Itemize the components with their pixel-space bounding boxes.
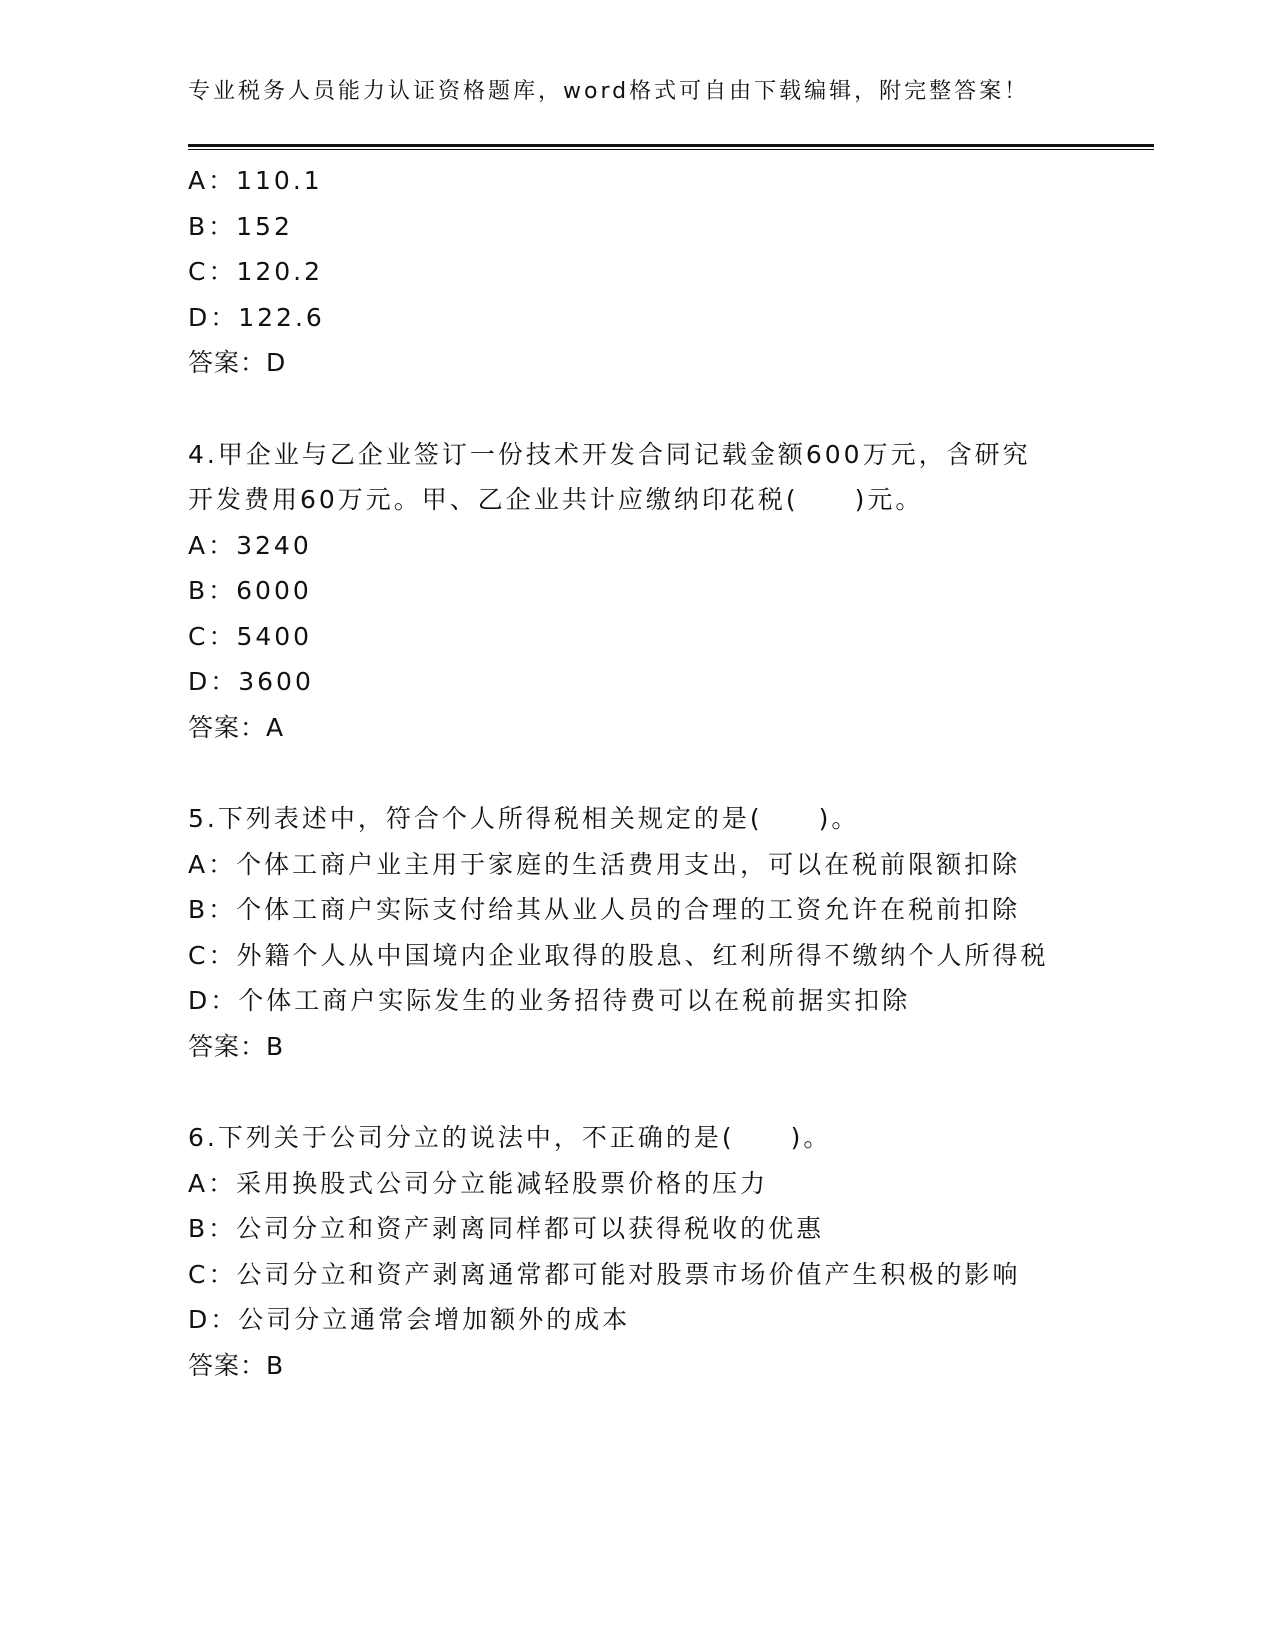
question-5 (188, 796, 1088, 1069)
question-3 (188, 158, 1088, 386)
option-d: D：3600 (188, 667, 314, 696)
answer: 答案：A (188, 712, 285, 742)
header-rule-thick (188, 144, 1154, 147)
page-header: 专业税务人员能力认证资格题库，word格式可自由下载编辑，附完整答案！ (188, 79, 1030, 104)
question-content (188, 158, 1088, 1388)
answer: 答案：B (188, 1350, 285, 1380)
answer: 答案：B (188, 1031, 285, 1061)
option-d: D：公司分立通常会增加额外的成本 (188, 1305, 631, 1334)
question-4 (188, 432, 1088, 751)
option-c: C：公司分立和资产剥离通常都可能对股票市场价值产生积极的影响 (188, 1259, 1021, 1289)
spacer (188, 386, 1088, 432)
option-b: B：152 (188, 211, 293, 241)
option-c: C：5400 (188, 621, 313, 651)
question-stem: 6.下列关于公司分立的说法中，不正确的是( )。 (188, 1123, 832, 1152)
option-c: C：外籍个人从中国境内企业取得的股息、红利所得不缴纳个人所得税 (188, 940, 1049, 970)
option-c: C：120.2 (188, 257, 324, 286)
spacer (188, 750, 1088, 796)
option-d: D：122.6 (188, 302, 325, 332)
option-b: B：个体工商户实际支付给其从业人员的合理的工资允许在税前扣除 (188, 895, 1021, 924)
question-stem: 开发费用60万元。甲、乙企业共计应缴纳印花税( )元。 (188, 485, 924, 514)
option-b: B：公司分立和资产剥离同样都可以获得税收的优惠 (188, 1214, 825, 1243)
question-stem: 4.甲企业与乙企业签订一份技术开发合同记载金额600万元，含研究 (188, 439, 1031, 469)
option-a: A：110.1 (188, 166, 323, 195)
option-b: B：6000 (188, 576, 312, 605)
spacer (188, 1069, 1088, 1115)
question-6 (188, 1115, 1088, 1388)
answer: 答案：D (188, 348, 287, 377)
header-rule-thin (188, 149, 1154, 150)
option-a: A：采用换股式公司分立能减轻股票价格的压力 (188, 1168, 769, 1198)
question-stem: 5.下列表述中，符合个人所得税相关规定的是( )。 (188, 804, 860, 833)
header-rule (188, 144, 1154, 150)
option-d: D：个体工商户实际发生的业务招待费可以在税前据实扣除 (188, 986, 911, 1015)
option-a: A：3240 (188, 530, 312, 560)
option-a: A：个体工商户业主用于家庭的生活费用支出，可以在税前限额扣除 (188, 849, 1021, 879)
